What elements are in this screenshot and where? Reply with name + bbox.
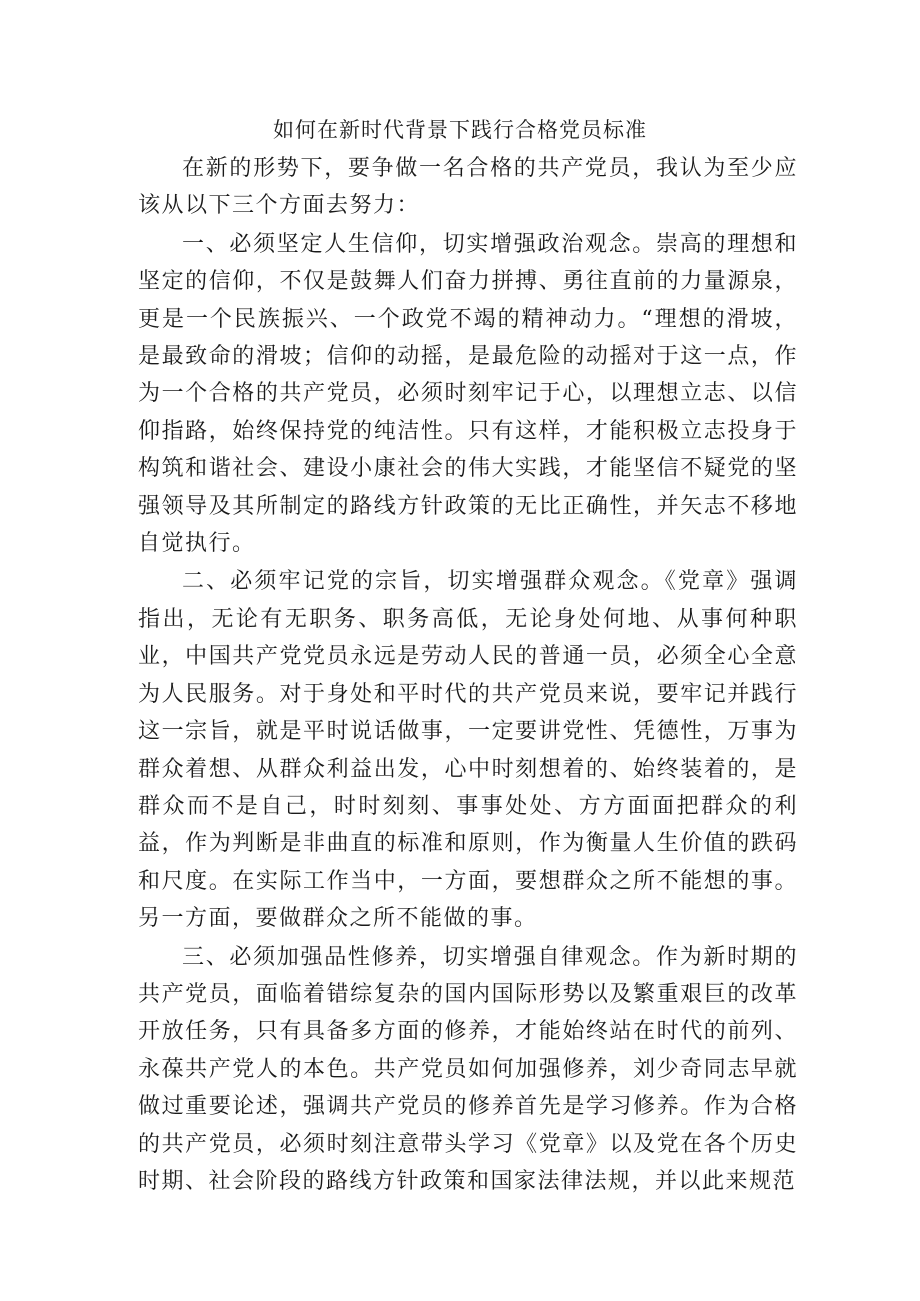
section-1-paragraph: 一、必须坚定人生信仰，切实增强政治观念。崇高的理想和坚定的信仰，不仅是鼓舞人们奋力拼搏、勇往直前的力量源泉，更是一个民族振兴、一个政党不竭的精神动力。“理想的滑坡，是最致命的滑坡；信仰的动摇，是最危险的动摇对于这一点，作为一个合格的共产党员，必须时刻牢记于心，以理想立志、以信仰指路，始终保持党的纯洁性。只有这样，才能积极立志投身于构筑和谐社会、建设小康社会的伟大实践，才能坚信不疑党的坚强领导及其所制定的路线方针政策的无比正确性，并矢志不移地自觉执行。 xyxy=(138,231,798,557)
intro-paragraph: 在新的形势下，要争做一名合格的共产党员，我认为至少应该从以下三个方面去努力： xyxy=(138,156,798,219)
section-3-paragraph: 三、必须加强品性修养，切实增强自律观念。作为新时期的共产党员，面临着错综复杂的国内国际形势以及繁重艰巨的改革开放任务，只有具备多方面的修养，才能始终站在时代的前列、永葆共产党人的本色。共产党员如何加强修养，刘少奇同志早就做过重要论述，强调共产党员的修养首先是学习修养。作为合格的共产党员，必须时刻注意带头学习《党章》以及党在各个历史时期、社会阶段的路线方针政策和国家法律法规，并以此来规范 xyxy=(138,944,798,1194)
document-body xyxy=(138,150,798,1200)
document-title: 如何在新时代背景下践行合格党员标准 xyxy=(273,118,647,142)
section-2-paragraph: 二、必须牢记党的宗旨，切实增强群众观念。《党章》强调指出，无论有无职务、职务高低，无论身处何地、从事何种职业，中国共产党党员永远是劳动人民的普通一员，必须全心全意为人民服务。对于身处和平时代的共产党员来说，要牢记并践行这一宗旨，就是平时说话做事，一定要讲党性、凭德性，万事为群众着想、从群众利益出发，心中时刻想着的、始终装着的，是群众而不是自己，时时刻刻、事事处处、方方面面把群众的利益，作为判断是非曲直的标准和原则，作为衡量人生价值的跌码和尺度。在实际工作当中，一方面，要想群众之所不能想的事。另一方面，要做群众之所不能做的事。 xyxy=(138,569,798,932)
